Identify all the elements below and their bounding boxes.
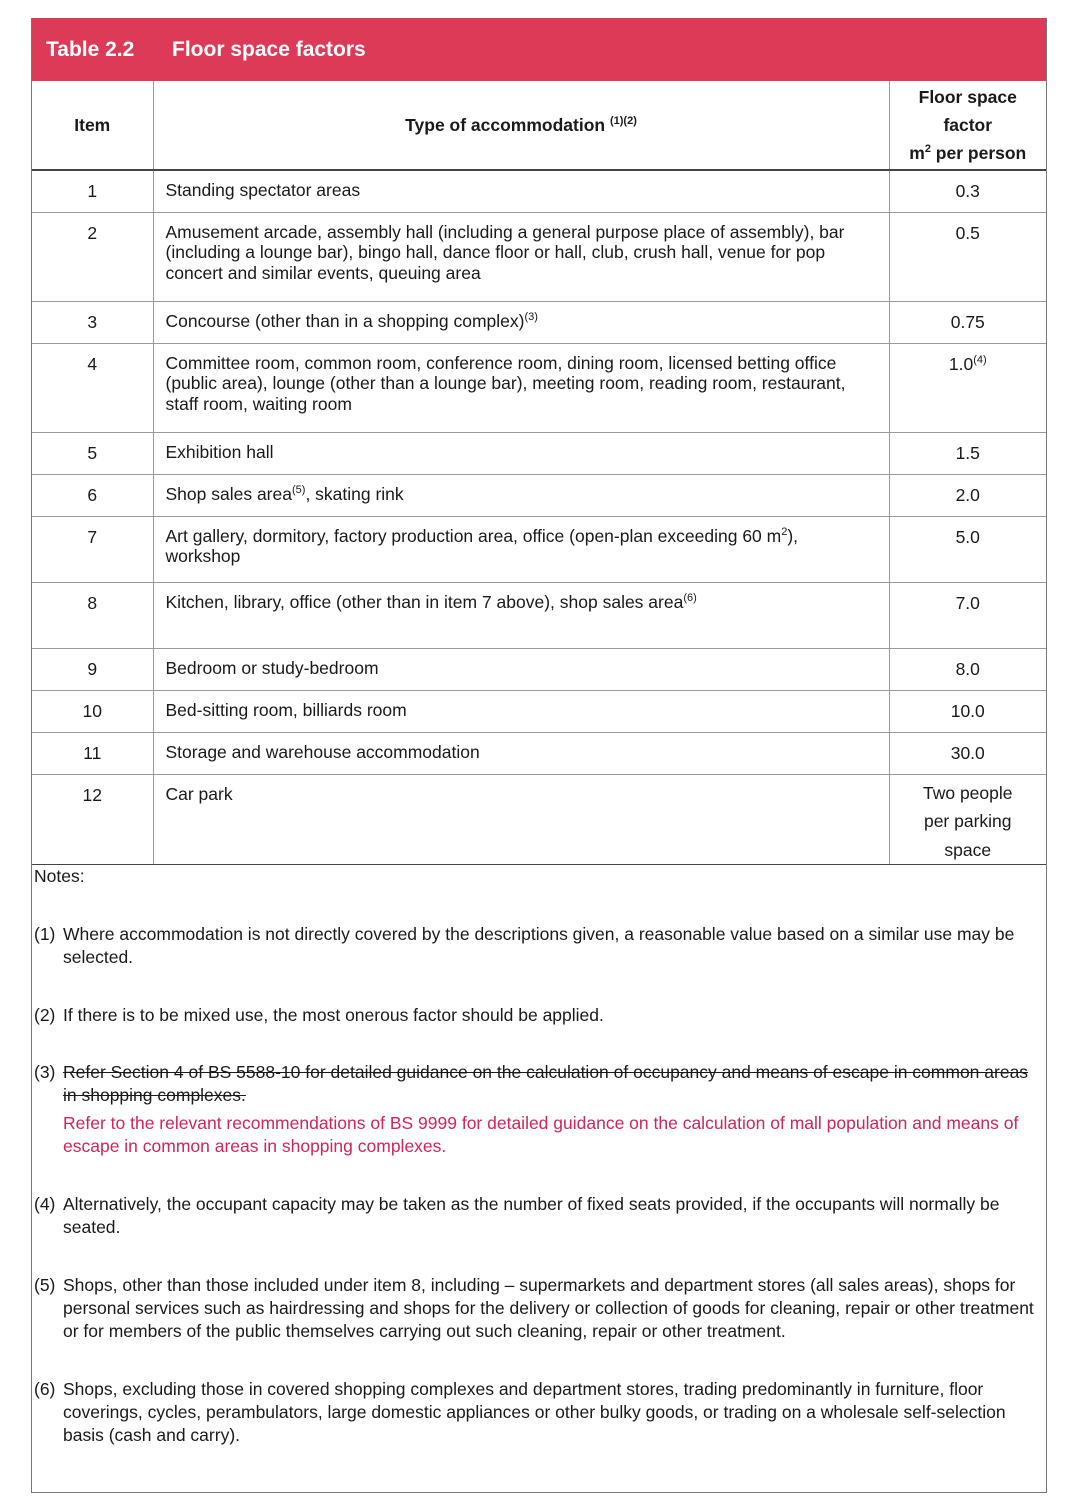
- accommodation-type: Amusement arcade, assembly hall (including a general purpose place of assembly), bar (including a lounge bar), bingo hall, dance floor or hall, club, crush hall, venue for pop concert and similar events, queuing area: [153, 212, 889, 301]
- floor-space-factor: 0.5: [889, 212, 1046, 301]
- accommodation-type: Bedroom or study-bedroom: [153, 648, 889, 690]
- accommodation-type: Car park: [153, 774, 889, 865]
- header-item: Item: [32, 81, 153, 170]
- item-number: 2: [32, 212, 153, 301]
- item-number: 5: [32, 432, 153, 474]
- amended-note-text: Refer to the relevant recommendations of BS 9999 for detailed guidance on the calculation of mall population and means of escape in common areas in shopping complexes.: [63, 1113, 1019, 1156]
- table-row: [32, 170, 1046, 212]
- item-number: 1: [32, 170, 153, 212]
- note-label: (4): [34, 1194, 56, 1214]
- note-label: (2): [34, 1005, 56, 1025]
- table-number: Table 2.2: [46, 37, 135, 61]
- item-number: 12: [32, 774, 153, 865]
- floor-space-factor: 10.0: [889, 690, 1046, 732]
- accommodation-type: Committee room, common room, conference room, dining room, licensed betting office (public area), lounge (other than a lounge bar), meeting room, reading room, restaurant, staff room, waiting room: [153, 343, 889, 432]
- floor-space-factor: 5.0: [889, 516, 1046, 582]
- floor-space-factor: 1.5: [889, 432, 1046, 474]
- floor-space-factor: 0.3: [889, 170, 1046, 212]
- header-type: Type of accommodation $^{(1)(2)}$: [153, 81, 889, 170]
- table-row: [32, 732, 1046, 774]
- accommodation-type: Kitchen, library, office (other than in item 7 above), shop sales area$^{(6)}$: [153, 582, 889, 648]
- accommodation-type: Exhibition hall: [153, 432, 889, 474]
- accommodation-type: Standing spectator areas: [153, 170, 889, 212]
- item-number: 4: [32, 343, 153, 432]
- deleted-note-text: Refer Section 4 of BS 5588-10 for detailed guidance on the calculation of occupancy and means of escape in common areas in shopping complexes.: [63, 1062, 1029, 1105]
- floor-space-table-document: [31, 18, 1047, 1493]
- floor-space-factor: 2.0: [889, 474, 1046, 516]
- accommodation-type: Concourse (other than in a shopping complex)$^{(3)}$: [153, 301, 889, 343]
- notes-heading: Notes:: [34, 866, 85, 886]
- accommodation-type: Bed-sitting room, billiards room: [153, 690, 889, 732]
- table-header-row: [32, 81, 1046, 170]
- table-row: [32, 516, 1046, 582]
- note-item: [34, 1004, 1046, 1027]
- table-title-bar: [32, 18, 1046, 81]
- item-number: 10: [32, 690, 153, 732]
- floor-space-factor: 30.0: [889, 732, 1046, 774]
- notes-section: [32, 865, 1046, 1447]
- note-text: Shops, other than those included under item 8, including – supermarkets and department stores (all sales areas), shops for personal services such as hairdressing and shops for the delivery or collection of goods for cleaning, repair or other treatment or for members of the public themselves carrying out such cleaning, repair or other treatment.: [63, 1275, 1034, 1341]
- item-number: 8: [32, 582, 153, 648]
- floor-space-factor: Two people per parking space: [889, 774, 1046, 865]
- note-item: [34, 1274, 1046, 1343]
- table-row: [32, 582, 1046, 648]
- accommodation-type: Art gallery, dormitory, factory production area, office (open-plan exceeding 60 $m^2$), workshop: [153, 516, 889, 582]
- table-row: [32, 212, 1046, 301]
- item-number: 7: [32, 516, 153, 582]
- item-number: 3: [32, 301, 153, 343]
- note-item: [34, 1378, 1046, 1447]
- table-row: [32, 301, 1046, 343]
- table-row: [32, 690, 1046, 732]
- item-number: 6: [32, 474, 153, 516]
- floor-space-factor: 0.75: [889, 301, 1046, 343]
- item-number: 11: [32, 732, 153, 774]
- note-label: (5): [34, 1275, 56, 1295]
- floor-space-factor: 7.0: [889, 582, 1046, 648]
- note-text: Shops, excluding those in covered shopping complexes and department stores, trading predominantly in furniture, floor coverings, cycles, perambulators, large domestic appliances or other bulky goods, or trading on a wholesale self-selection basis (cash and carry).: [63, 1379, 1006, 1445]
- accommodation-type: Storage and warehouse accommodation: [153, 732, 889, 774]
- note-label: (3): [34, 1062, 56, 1082]
- note-label: (6): [34, 1379, 56, 1399]
- table-title: Floor space factors: [172, 37, 366, 61]
- note-text: [63, 1061, 1046, 1158]
- note-item: [34, 1193, 1046, 1239]
- note-label: (1): [34, 924, 56, 944]
- floor-space-factor: 8.0: [889, 648, 1046, 690]
- note-text: Where accommodation is not directly covered by the descriptions given, a reasonable value based on a similar use may be selected.: [63, 924, 1015, 967]
- table-row: [32, 343, 1046, 432]
- table-row: [32, 774, 1046, 865]
- note-item: [34, 1061, 1046, 1158]
- table-row: [32, 648, 1046, 690]
- note-text: If there is to be mixed use, the most onerous factor should be applied.: [63, 1005, 604, 1025]
- floor-space-table: [32, 81, 1046, 865]
- note-item: [34, 923, 1046, 969]
- floor-space-factor: 1.0$^{(4)}$: [889, 343, 1046, 432]
- table-row: [32, 474, 1046, 516]
- item-number: 9: [32, 648, 153, 690]
- header-factor: Floor space factor $m^2$ per person: [889, 81, 1046, 170]
- table-row: [32, 432, 1046, 474]
- accommodation-type: Shop sales area$^{(5)}$, skating rink: [153, 474, 889, 516]
- note-text: Alternatively, the occupant capacity may be taken as the number of fixed seats provided, if the occupants will normally be seated.: [63, 1194, 1000, 1237]
